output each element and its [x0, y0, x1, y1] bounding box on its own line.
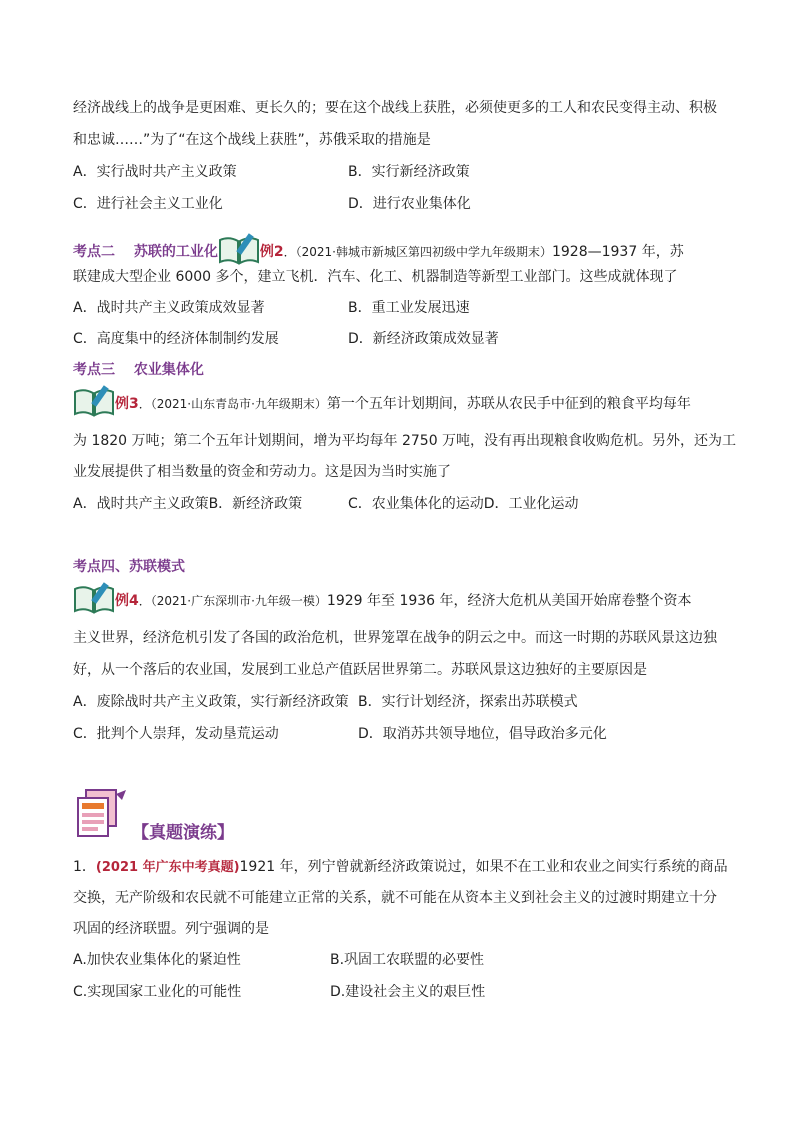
intro-line-1: 经济战线上的战争是更困难、更长久的；要在这个战线上获胜，必须使更多的工人和农民变得主动、积极	[73, 100, 717, 116]
practice-q1-line-3: 巩固的经济联盟。列宁强调的是	[73, 921, 269, 937]
practice-heading: 【真题演练】	[132, 823, 234, 843]
kaodian-3-title: 考点三 农业集体化	[73, 362, 204, 378]
example-4-line-1	[73, 581, 692, 621]
q1-number: 1．	[73, 859, 96, 875]
q1-option-b: B.巩固工农联盟的必要性	[330, 952, 485, 968]
example-2-option-c: C．高度集中的经济体制制约发展	[73, 331, 279, 347]
option-d: D．进行农业集体化	[348, 196, 471, 212]
example-2-option-a: A．战时共产主义政策成效显著	[73, 300, 265, 316]
example-4-line-2: 主义世界，经济危机引发了各国的政治危机，世界笼罩在战争的阴云之中。而这一时期的苏联风景这边独	[73, 630, 717, 646]
example-3-source: ．（2021·山东青岛市·九年级期末）	[138, 397, 327, 411]
example-2-option-d: D．新经济政策成效显著	[348, 331, 499, 347]
q1-source: (2021 年广东中考真题)	[95, 860, 240, 875]
example-3-label: 例3	[115, 396, 139, 412]
intro-line-2: 和忠诚……”为了“在这个战线上获胜”，苏俄采取的措施是	[73, 132, 431, 148]
q1-option-c: C.实现国家工业化的可能性	[73, 984, 242, 1000]
example-3-options-left: A．战时共产主义政策B．新经济政策	[73, 496, 303, 512]
example-2-option-b: B．重工业发展迅速	[348, 300, 470, 316]
q1-stem: 1921 年，列宁曾就新经济政策说过，如果不在工业和农业之间实行系统的商品	[239, 859, 728, 875]
practice-q1-line-1	[73, 857, 728, 878]
book-pen-icon	[73, 384, 115, 424]
kaodian-4-title: 考点四、苏联模式	[73, 559, 185, 575]
kaodian-2-line	[73, 232, 684, 272]
example-4-option-c: C．批判个人崇拜，发动垦荒运动	[73, 726, 279, 742]
option-a: A．实行战时共产主义政策	[73, 164, 237, 180]
example-2-label: 例2	[259, 244, 284, 260]
book-pen-icon	[218, 232, 260, 272]
example-4-source: ．（2021·广东深圳市·九年级一模）	[138, 594, 327, 608]
q1-option-a: A.加快农业集体化的紧迫性	[73, 952, 241, 968]
example-3-line-3: 业发展提供了相当数量的资金和劳动力。这是因为当时实施了	[73, 464, 451, 480]
practice-q1-line-2: 交换，无产阶级和农民就不可能建立正常的关系，就不可能在从资本主义到社会主义的过渡时期建立十分	[73, 890, 717, 906]
example-4-line-3: 好，从一个落后的农业国，发展到工业总产值跃居世界第二。苏联风景这边独好的主要原因是	[73, 662, 647, 678]
example-4-option-b: B．实行计划经济，探索出苏联模式	[358, 694, 578, 710]
example-2-stem: 1928—1937 年，苏	[551, 244, 684, 260]
example-3-options-right: C．农业集体化的运动D．工业化运动	[348, 496, 579, 512]
document-stack-icon	[72, 788, 128, 844]
example-3-line-1	[73, 384, 691, 424]
example-3-stem: 第一个五年计划期间，苏联从农民手中征到的粮食平均每年	[326, 396, 691, 412]
example-4-stem: 1929 年至 1936 年，经济大危机从美国开始席卷整个资本	[326, 593, 692, 609]
example-4-option-a: A．废除战时共产主义政策，实行新经济政策	[73, 694, 349, 710]
example-4-label: 例4	[115, 593, 139, 609]
example-3-line-2: 为 1820 万吨；第二个五年计划期间，增为平均每年 2750 万吨，没有再出现粮食收购危机。另外，还为工	[73, 433, 737, 449]
example-2-source: ．（2021·韩城市新城区第四初级中学九年级期末）	[283, 245, 552, 259]
example-4-option-d: D．取消苏共领导地位，倡导政治多元化	[358, 726, 607, 742]
option-c: C．进行社会主义工业化	[73, 196, 223, 212]
kaodian-2-title: 考点二 苏联的工业化	[73, 244, 218, 260]
example-2-line-2: 联建成大型企业 6000 多个，建立飞机．汽车、化工、机器制造等新型工业部门。这些成就体现了	[73, 269, 678, 285]
q1-option-d: D.建设社会主义的艰巨性	[330, 984, 486, 1000]
book-pen-icon	[73, 581, 115, 621]
option-b: B．实行新经济政策	[348, 164, 470, 180]
